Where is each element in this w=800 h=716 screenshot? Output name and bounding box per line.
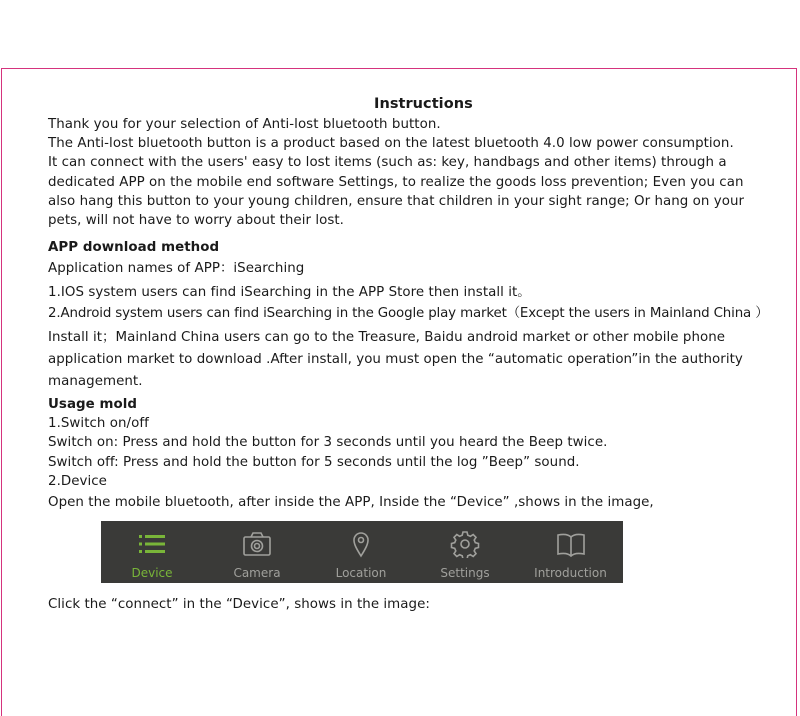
gear-icon [450, 530, 480, 558]
usage-line: Open the mobile bluetooth, after inside the APP, Inside the “Device” ,shows in the image, [48, 495, 654, 510]
tab-label: Device [131, 566, 173, 580]
app-download-line: Install it；Mainland China users can go to the Treasure, Baidu android market or other mobile phone [48, 330, 726, 345]
page-title: Instructions [374, 96, 473, 112]
tab-label: Introduction [534, 566, 607, 580]
app-download-line: application market to download .After install, you must open the “automatic operation”in the authority [48, 352, 743, 367]
intro-line: The Anti-lost bluetooth button is a product based on the latest bluetooth 4.0 low power consumption. [48, 136, 734, 151]
tab-camera[interactable] [206, 521, 308, 583]
footer-instruction: Click the “connect” in the “Device”, shows in the image: [48, 597, 430, 612]
tab-settings[interactable] [414, 521, 516, 583]
app-download-heading: APP download method [48, 240, 220, 255]
app-download-line: 1.IOS system users can find iSearching in the APP Store then install it。 [48, 285, 531, 300]
tab-label: Settings [440, 566, 490, 580]
list-icon [137, 530, 167, 558]
intro-line: dedicated APP on the mobile end software Settings, to realize the goods loss prevention; Even you can [48, 175, 744, 190]
usage-line: 2.Device [48, 474, 107, 489]
book-icon [556, 530, 586, 558]
usage-heading: Usage mold [48, 397, 138, 412]
tab-label: Location [335, 566, 387, 580]
tab-label: Camera [233, 566, 281, 580]
app-download-line: Application names of APP：iSearching [48, 261, 305, 276]
camera-icon [242, 530, 272, 558]
location-pin-icon [346, 530, 376, 558]
app-download-line: 2.Android system users can find iSearching in the Google play market（Except the users in Mainland China ） [48, 306, 769, 321]
usage-line: 1.Switch on/off [48, 416, 149, 431]
app-tab-bar [101, 521, 623, 583]
usage-line: Switch on: Press and hold the button for 3 seconds until you heard the Beep twice. [48, 435, 608, 450]
intro-line: also hang this button to your young children, ensure that children in your sight range; Or hang on your [48, 194, 745, 209]
usage-line: Switch off: Press and hold the button for 5 seconds until the log ”Beep” sound. [48, 455, 580, 470]
tab-introduction[interactable] [518, 521, 623, 583]
intro-line: Thank you for your selection of Anti-lost bluetooth button. [48, 117, 441, 132]
tab-location[interactable] [310, 521, 412, 583]
tab-device[interactable] [101, 521, 203, 583]
app-download-line: management. [48, 374, 143, 389]
intro-line: It can connect with the users' easy to lost items (such as: key, handbags and other items) through a [48, 155, 727, 170]
intro-line: pets, will not have to worry about their lost. [48, 213, 344, 228]
